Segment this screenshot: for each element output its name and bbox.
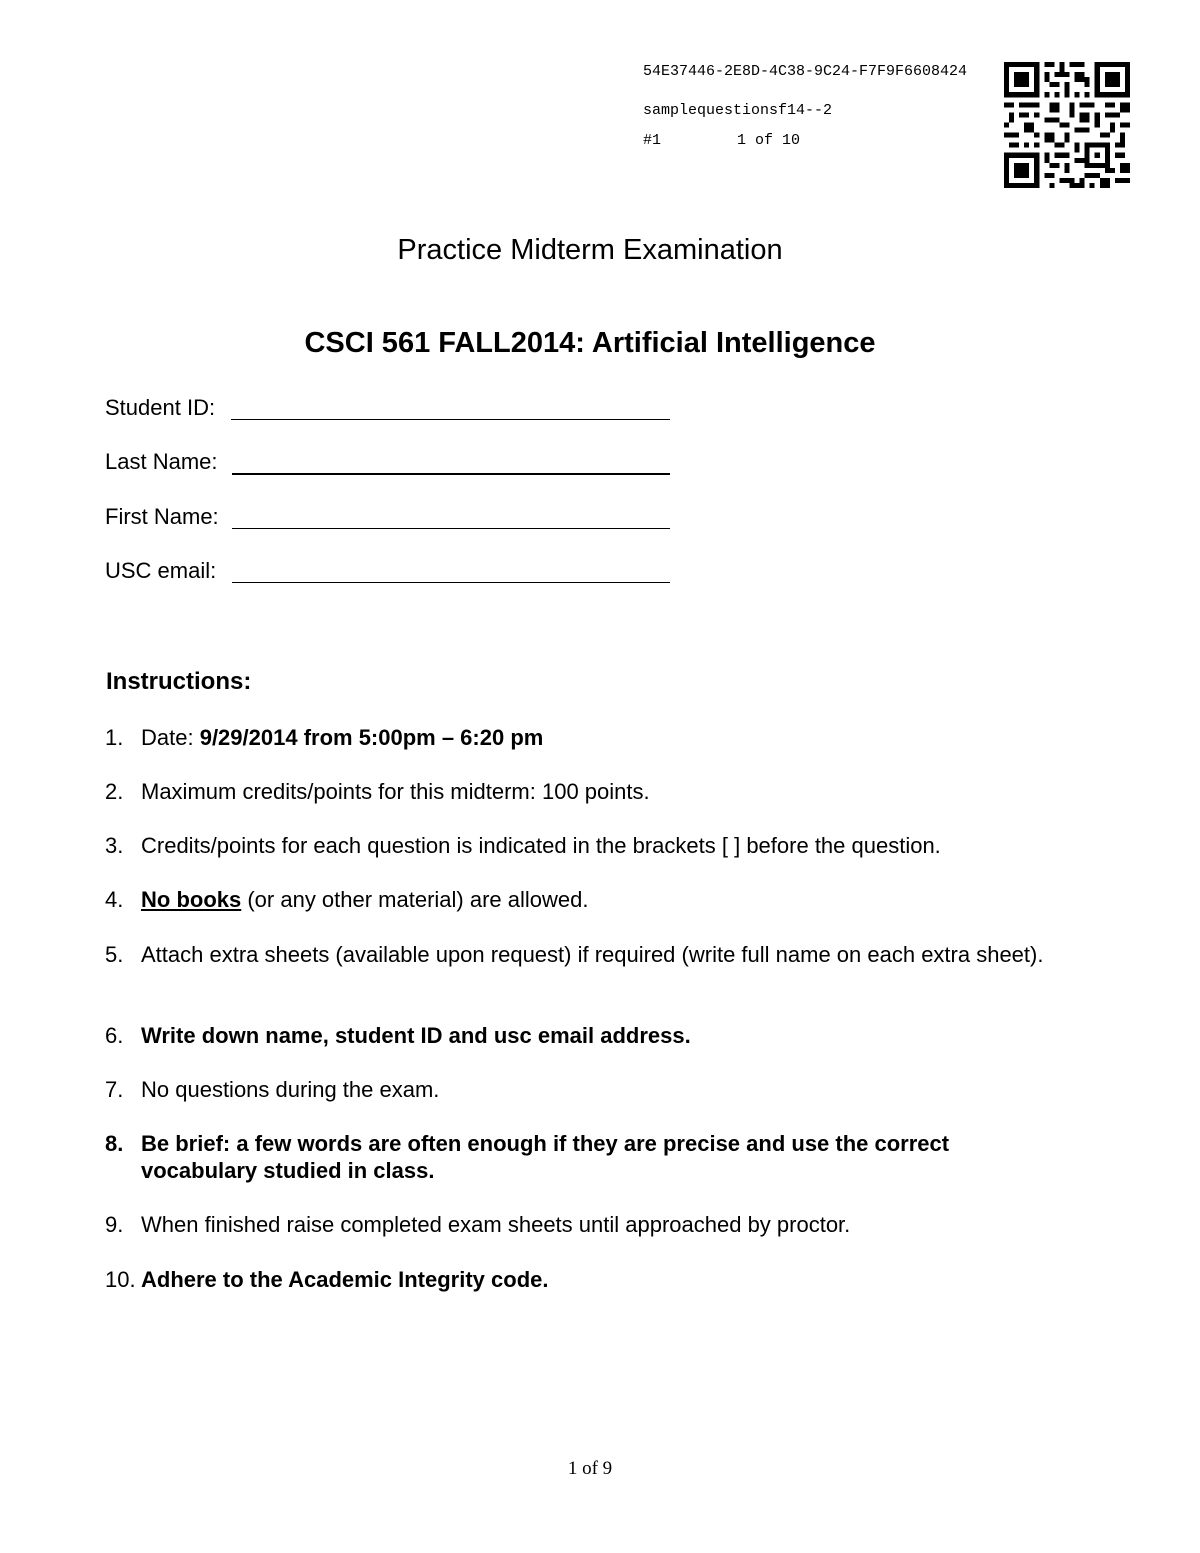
instruction-text: No questions during the exam.	[141, 1077, 440, 1102]
copy-number: #1	[643, 132, 662, 149]
last-name-line[interactable]	[232, 473, 670, 475]
student-id-label: Student ID:	[105, 395, 216, 420]
instruction-number: 9.	[105, 1212, 124, 1237]
instruction-number: 7.	[105, 1077, 124, 1102]
page-number: 1 of 9	[567, 1458, 613, 1479]
instruction-text: Date:	[141, 725, 200, 750]
first-name-label: First Name:	[105, 504, 219, 529]
sheet-id: samplequestionsf14--2	[643, 102, 833, 119]
usc-email-line[interactable]	[232, 582, 670, 583]
instruction-item	[105, 832, 1045, 859]
first-name-line[interactable]	[232, 528, 670, 529]
instruction-text: (or any other material) are allowed.	[241, 887, 589, 912]
instruction-number: 8.	[105, 1131, 124, 1156]
instruction-item	[105, 1076, 1045, 1103]
instruction-number: 6.	[105, 1023, 124, 1048]
instruction-number: 3.	[105, 833, 124, 858]
instruction-number: 10.	[105, 1267, 136, 1292]
instruction-text: Attach extra sheets (available upon request) if required (write full name on each extra sheet).	[141, 942, 1044, 967]
instruction-bold: Adhere to the Academic Integrity code.	[141, 1267, 549, 1292]
instruction-number: 2.	[105, 779, 124, 804]
instruction-item	[105, 886, 1045, 913]
instruction-number: 4.	[105, 887, 124, 912]
instruction-number: 5.	[105, 942, 124, 967]
instruction-item	[105, 1266, 1045, 1293]
instructions-heading: Instructions:	[106, 668, 252, 695]
copy-page: 1 of 10	[737, 132, 801, 149]
instruction-item	[105, 1211, 1045, 1238]
instruction-text: Maximum credits/points for this midterm: 100 points.	[141, 779, 650, 804]
student-id-line[interactable]	[231, 419, 670, 420]
instruction-bold: Write down name, student ID and usc email address.	[141, 1023, 691, 1048]
instruction-item	[105, 778, 1045, 805]
instruction-item	[105, 1130, 1045, 1184]
instruction-item	[105, 941, 1045, 968]
instruction-item	[105, 1022, 1045, 1049]
qr-code	[1004, 62, 1130, 188]
instruction-bold: Be brief: a few words are often enough if they are precise and use the correct vocabulary studied in class.	[141, 1131, 950, 1183]
page-title: Practice Midterm Examination	[397, 234, 783, 266]
instruction-text: Credits/points for each question is indicated in the brackets [ ] before the question.	[141, 833, 941, 858]
usc-email-label: USC email:	[105, 558, 217, 583]
instruction-number: 1.	[105, 725, 124, 750]
instruction-bold-underline: No books	[141, 887, 242, 912]
instruction-text: When finished raise completed exam sheets until approached by proctor.	[141, 1212, 851, 1237]
instruction-item	[105, 724, 1045, 751]
instruction-bold: 9/29/2014 from 5:00pm – 6:20 pm	[199, 725, 544, 750]
course-title: CSCI 561 FALL2014: Artificial Intelligence	[304, 327, 876, 359]
last-name-label: Last Name:	[105, 449, 218, 474]
document-uuid: 54E37446-2E8D-4C38-9C24-F7F9F6608424	[643, 63, 968, 80]
